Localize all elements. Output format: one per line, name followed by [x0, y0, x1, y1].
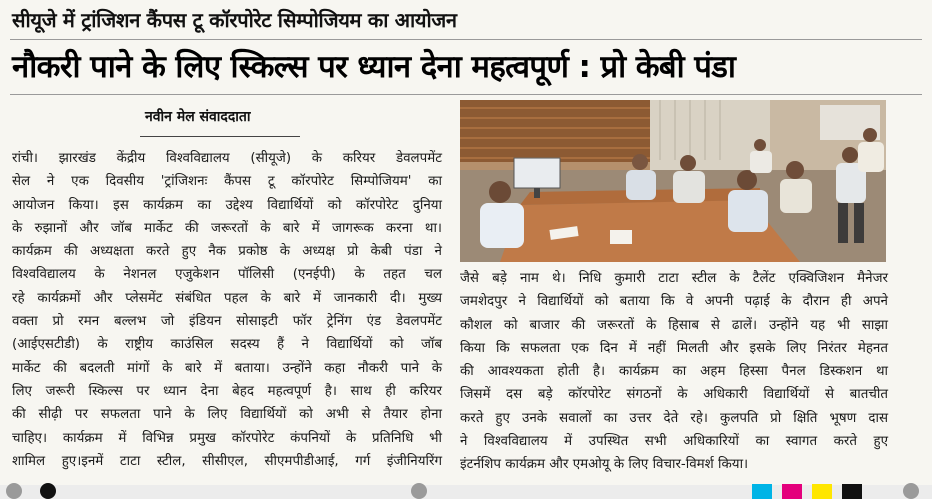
black-color-swatch — [842, 484, 862, 499]
yellow-color-swatch — [812, 484, 832, 499]
body-line: मार्केट की बदलती मांगों के बारे में बताया। उन्होंने कहा नौकरी पाने के — [12, 360, 442, 376]
byline: नवीन मेल संवाददाता — [145, 109, 251, 125]
body-line: जैसे बड़े नाम थे। निधि कुमारी टाटा स्टील के टैलेंट एक्विजिशन मैनेजर — [460, 271, 888, 286]
headline-divider — [10, 94, 922, 95]
body-line: शामिल हुए।इनमें टाटा स्टील, सीसीएल, सीएमपीडीआई, गर्ग इंजीनियरिंग — [12, 453, 442, 469]
body-line: वक्ता प्रो रमन बल्लभ जो इंडियन सोसाइटी फॉर ट्रेनिंग एंड डेवलपमेंट — [12, 314, 442, 330]
body-line: लिए जरूरी स्किल्स पर ध्यान देना बेहद महत्वपूर्ण है। साथ ही करियर — [12, 383, 442, 399]
body-line: किया कि सफलता एक दिन में नहीं मिलती और इसके लिए निरंतर मेहनत — [460, 340, 888, 356]
body-line: करते हुए उनके सवालों का उत्तर देते रहे। कुलपति प्रो क्षिति भूषण दास — [460, 410, 888, 426]
body-line: सेल ने एक दिवसीय 'ट्रांजिशनः कैंपस टू कॉरपोरेट सिम्पोजियम' का — [12, 174, 442, 190]
cyan-color-swatch — [752, 484, 772, 499]
meeting-room-photo — [460, 100, 886, 262]
byline-underline — [140, 136, 300, 137]
body-line: जमशेदपुर ने विद्यार्थियों को बताया कि वे अपनी पढ़ाई के दौरान ही अपने — [460, 294, 888, 310]
body-line: कार्यक्रम की अध्यक्षता करते हुए नैक प्रकोष्ठ के अध्यक्ष प्रो केबी पंडा ने — [12, 244, 442, 260]
body-line: की सीढ़ी पर सफलता पाने के लिए विद्यार्थियों को अभी से तैयार होना — [12, 407, 442, 423]
article-body-left-column — [12, 147, 442, 473]
magenta-color-swatch — [782, 484, 802, 499]
body-line: की आवश्यकता होती है। कार्यक्रम का अहम हिस्सा पैनल डिस्कशन था — [460, 364, 888, 380]
registration-mark-black — [40, 483, 56, 499]
body-line: रहे कार्यक्रमों और प्लेसमेंट संबंधित पहल के बारे में जानकारी दी। मुख्य — [12, 290, 442, 306]
body-line: कौशल को बाजार की जरूरतों के हिसाब से ढालें। उन्होंने यह भी साझा — [460, 317, 888, 333]
article-body-right-column — [460, 267, 888, 477]
registration-mark-gray — [6, 483, 22, 499]
body-line: (आईएसटीडी) के राष्ट्रीय काउंसिल सदस्य हैं ने विद्यार्थियों को जॉब — [12, 337, 442, 353]
article-headline: नौकरी पाने के लिए स्किल्स पर ध्यान देना महत्वपूर्ण : प्रो केबी पंडा — [12, 49, 736, 85]
body-line: आयोजन किया। इस कार्यक्रम का उद्देश्य विद्यार्थियों को कॉरपोरेट दुनिया — [12, 197, 442, 213]
article-photo — [460, 100, 886, 262]
body-line: इंटर्नशिप कार्यक्रम और एमओयू के लिए विचार-विमर्श किया। — [460, 457, 749, 473]
article-kicker: सीयूजे में ट्रांजिशन कैंपस टू कॉरपोरेट सिम्पोजियम का आयोजन — [12, 8, 457, 32]
registration-mark-right — [903, 483, 919, 499]
body-line: चाहिए। कार्यक्रम में विभिन्न प्रमुख कॉरपोरेट कंपनियों के प्रतिनिधि भी — [12, 430, 442, 446]
registration-mark-center — [411, 483, 427, 499]
body-line: जिसमें दस बड़े कॉरपोरेट संगठनों के अधिकारी विद्यार्थियों से बातचीत — [460, 387, 888, 403]
body-line: विश्वविद्यालय के नेशनल एजुकेशन पॉलिसी (एनईपी) के तहत चल — [12, 267, 442, 283]
kicker-divider — [10, 39, 922, 40]
body-line: रांची। झारखंड केंद्रीय विश्वविद्यालय (सीयूजे) के करियर डेवलपमेंट — [12, 151, 442, 166]
body-line: ने विश्वविद्यालय में उपस्थित सभी अधिकारियों का स्वागत करते हुए — [460, 434, 888, 450]
body-line: के रुझानों और जॉब मार्केट की जरूरतों के बारे में जागरूक करना था। — [12, 220, 442, 236]
